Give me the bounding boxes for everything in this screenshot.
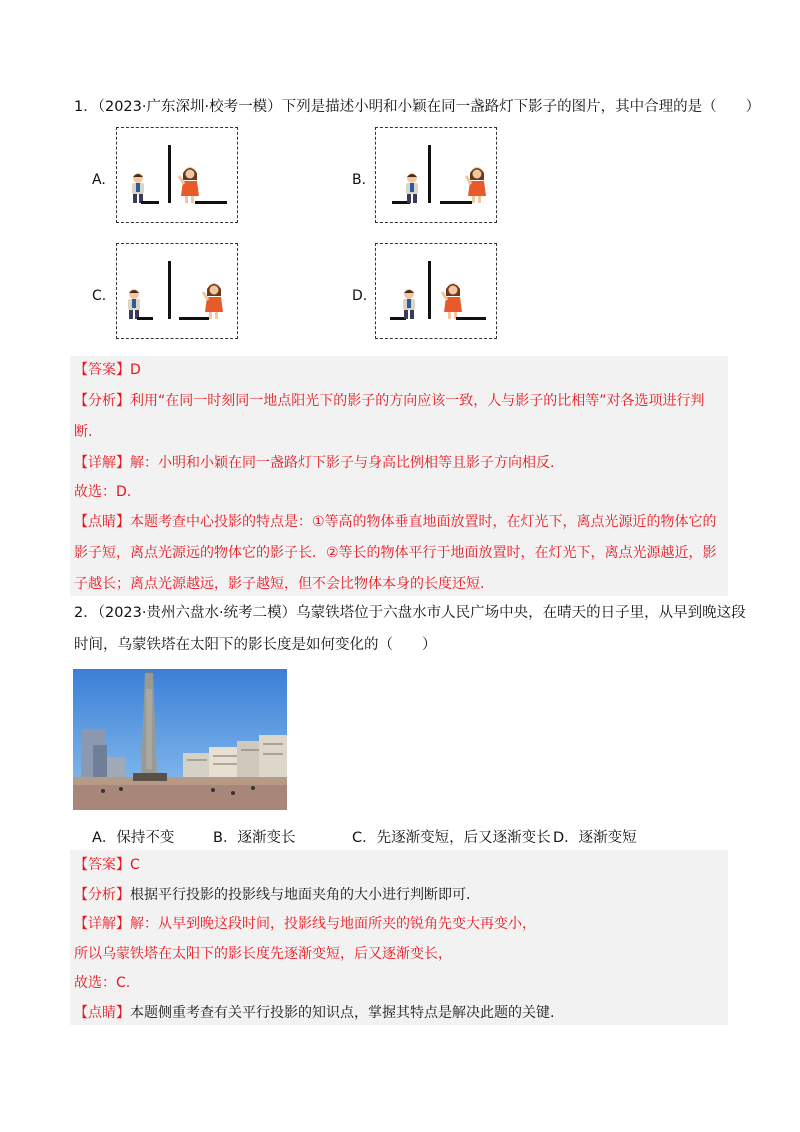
answer-tag: 【答案】 (74, 857, 130, 873)
q1-choose: 故选：D. (74, 484, 132, 500)
q1-comment-cont-1: 影子短，离点光源远的物体它的影子长．②等长的物体平行于地面放置时，在灯光下，离点光源越近，影 (74, 545, 717, 561)
lamp-post (168, 261, 171, 319)
q2-stem-cont: 时间，乌蒙铁塔在太阳下的影长度是如何变化的（ ） (74, 637, 437, 653)
answer-value: C (130, 857, 140, 873)
q2-source: （2023·贵州六盘水·统考二模） (97, 605, 297, 621)
analysis-tag: 【分析】 (74, 393, 130, 409)
q1-option-d-figure[interactable] (375, 243, 497, 339)
q1-option-b-label[interactable]: B. (352, 172, 367, 188)
q1-comment-cont-2: 子越长；离点光源越远，影子越短，但不会比物体本身的长度还短. (74, 576, 485, 592)
q2-number: 2． (74, 605, 98, 621)
analysis-text: 根据平行投影的投影线与地面夹角的大小进行判断即可. (130, 887, 471, 903)
q1-option-a-figure[interactable] (116, 127, 238, 223)
analysis-tag: 【分析】 (74, 887, 130, 903)
analysis-text: 利用“在同一时刻同一地点阳光下的影子的方向应该一致，人与影子的比相等”对各选项进行判 (130, 393, 705, 409)
q1-comment (74, 512, 717, 532)
q1-option-a-label[interactable]: A. (92, 172, 106, 188)
answer-value: D (130, 362, 141, 378)
q2-detail-cont: 所以乌蒙铁塔在太阳下的影长度先逐渐变短，后又逐渐变长， (74, 946, 452, 962)
detail-text: 解：小明和小颖在同一盏路灯下影子与身高比例相等且影子方向相反. (130, 455, 555, 471)
comment-tag: 【点睛】 (74, 514, 130, 530)
q1-option-d-label[interactable]: D. (352, 288, 368, 304)
q1-option-c-label[interactable]: C. (92, 288, 107, 304)
detail-text: 解：从早到晚这段时间，投影线与地面所夹的锐角先变大再变小， (130, 916, 536, 932)
girl-shadow (456, 317, 486, 320)
q1-number: 1． (74, 99, 98, 115)
boy-figure (403, 172, 421, 204)
q1-analysis (74, 391, 705, 411)
q2-choice-d[interactable]: D．逐渐变短 (553, 830, 637, 846)
q1-option-b-figure[interactable] (375, 127, 497, 223)
q2-choice-a[interactable]: A．保持不变 (92, 830, 175, 846)
q1-detail (74, 453, 554, 473)
girl-figure (201, 282, 225, 320)
q1-source: （2023·广东深圳·校考一模） (97, 99, 282, 115)
lamp-post (428, 145, 431, 203)
q2-answer (74, 855, 140, 875)
tower-photo (73, 669, 287, 810)
q2-solution-band (70, 850, 728, 1025)
girl-figure (440, 282, 464, 320)
q2-choose: 故选：C. (74, 975, 131, 991)
q2-stem-text: 乌蒙铁塔位于六盘水市人民广场中央，在晴天的日子里，从早到晚这段 (296, 605, 746, 621)
boy-figure (400, 288, 418, 320)
comment-text: 本题考查中心投影的特点是：①等高的物体垂直地面放置时，在灯光下，离点光源近的物体它的 (130, 514, 717, 530)
q2-stem (74, 603, 746, 623)
q2-detail (74, 914, 536, 934)
boy-shadow (141, 201, 159, 204)
detail-tag: 【详解】 (74, 916, 130, 932)
q2-analysis (74, 885, 470, 905)
q1-answer (74, 360, 141, 380)
girl-figure (464, 166, 488, 204)
q1-stem (74, 97, 760, 117)
boy-figure (125, 288, 143, 320)
comment-text: 本题侧重考查有关平行投影的知识点，掌握其特点是解决此题的关键. (130, 1005, 555, 1021)
q2-choice-b[interactable]: B．逐渐变长 (213, 830, 296, 846)
girl-figure (177, 166, 201, 204)
lamp-post (428, 261, 431, 319)
lamp-post (168, 145, 171, 203)
detail-tag: 【详解】 (74, 455, 130, 471)
girl-shadow (195, 201, 227, 204)
q2-choice-c[interactable]: C．先逐渐变短，后又逐渐变长 (352, 830, 551, 846)
answer-tag: 【答案】 (74, 362, 130, 378)
q1-option-c-figure[interactable] (116, 243, 238, 339)
boy-figure (129, 172, 147, 204)
comment-tag: 【点睛】 (74, 1005, 130, 1021)
q1-analysis-cont: 断. (74, 424, 93, 440)
q1-stem-text: 下列是描述小明和小颖在同一盏路灯下影子的图片，其中合理的是（ ） (281, 99, 761, 115)
boy-shadow (137, 317, 153, 320)
q2-comment (74, 1003, 554, 1023)
